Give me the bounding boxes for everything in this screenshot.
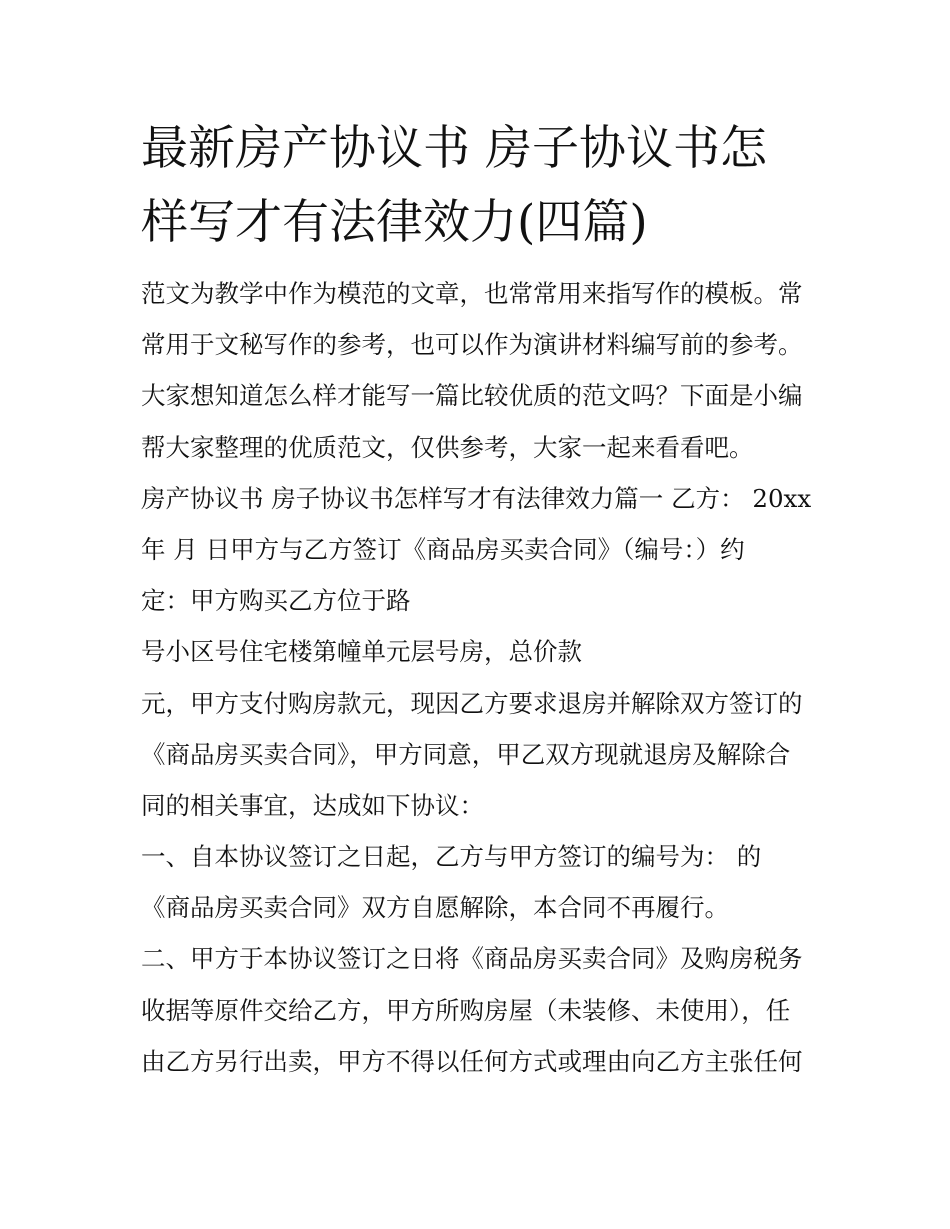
body-line: 由乙方另行出卖，甲方不得以任何方式或理由向乙方主张任何 xyxy=(141,1046,803,1076)
body-line: 《商品房买卖合同》双方自愿解除，本合同不再履行。 xyxy=(141,893,729,923)
document-body xyxy=(141,268,821,1087)
body-line: 房产协议书 房子协议书怎样写才有法律效力篇一 乙方： 20xx xyxy=(141,483,812,513)
body-line: 年 月 日甲方与乙方签订《商品房买卖合同》（编号：）约 xyxy=(141,534,745,564)
body-line: 收据等原件交给乙方，甲方所购房屋（未装修、未使用），任 xyxy=(141,995,791,1025)
title-line: 最新房产协议书 房子协议书怎 xyxy=(141,121,767,176)
body-line: 号小区号住宅楼第幢单元层号房，总价款 xyxy=(141,637,582,667)
body-line: 帮大家整理的优质范文，仅供参考，大家一起来看看吧。 xyxy=(141,432,754,462)
body-line: 《商品房买卖合同》，甲方同意，甲乙双方现就退房及解除合 xyxy=(141,739,791,769)
body-line: 大家想知道怎么样才能写一篇比较优质的范文吗？下面是小编 xyxy=(141,381,803,411)
document-title xyxy=(141,112,821,260)
title-line: 样写才有法律效力(四篇) xyxy=(141,195,648,250)
body-line: 元，甲方支付购房款元，现因乙方要求退房并解除双方签订的 xyxy=(141,688,803,718)
body-line: 常用于文秘写作的参考，也可以作为演讲材料编写前的参考。 xyxy=(141,330,803,360)
body-line: 二、甲方于本协议签订之日将《商品房买卖合同》及购房税务 xyxy=(141,944,803,974)
body-line: 一、自本协议签订之日起，乙方与甲方签订的编号为： 的 xyxy=(141,842,762,872)
document-content xyxy=(141,112,821,1087)
body-line: 定：甲方购买乙方位于路 xyxy=(141,586,411,616)
body-line: 同的相关事宜，达成如下协议： xyxy=(141,790,484,820)
body-line: 范文为教学中作为模范的文章，也常常用来指写作的模板。常 xyxy=(141,279,803,308)
